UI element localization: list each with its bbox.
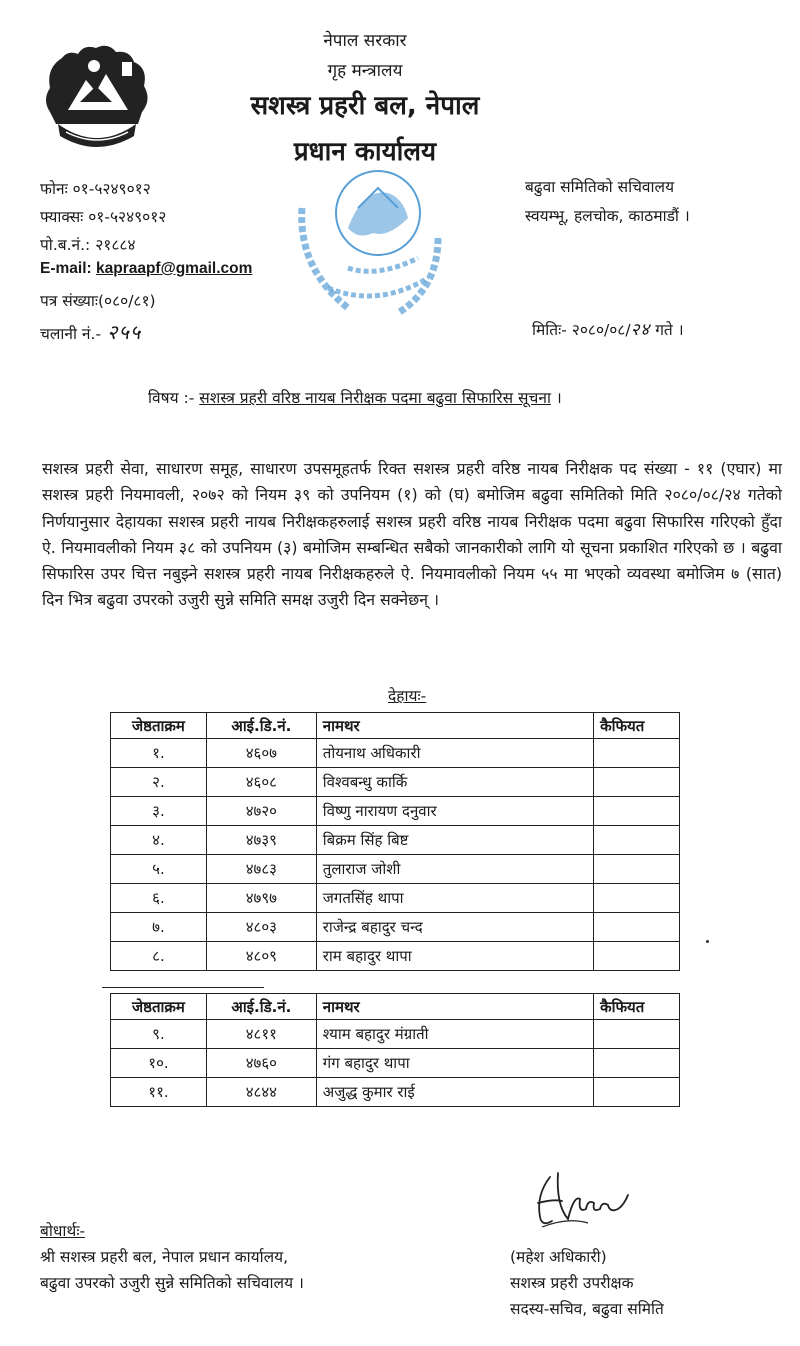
table-row — [111, 768, 680, 797]
col-header-seniority: जेष्ठताक्रम — [111, 994, 207, 1020]
secretariat-name: बढुवा समितिको सचिवालय — [525, 178, 675, 196]
id-cell: ४८४४ — [206, 1078, 316, 1107]
date-suffix: गते । — [650, 321, 684, 339]
header-government: नेपाल सरकार — [323, 31, 407, 51]
handwritten-signature — [528, 1165, 638, 1237]
id-cell: ४६०८ — [206, 768, 316, 797]
table-row — [111, 942, 680, 971]
email-link[interactable]: kapraapf@gmail.com — [95, 260, 253, 277]
subject-label: विषय :- — [148, 389, 200, 407]
seniority-cell: १०. — [111, 1049, 207, 1078]
col-header-seniority: जेष्ठताक्रम — [111, 713, 207, 739]
subject-line — [148, 386, 562, 408]
id-cell: ४८११ — [206, 1020, 316, 1049]
col-header-remarks: कैफियत — [594, 994, 680, 1020]
header-office: प्रधान कार्यालय — [293, 137, 437, 167]
seniority-cell: ५. — [111, 855, 207, 884]
signatory-block — [510, 1244, 664, 1322]
remark-cell — [594, 1078, 680, 1107]
seniority-cell: १. — [111, 739, 207, 768]
table-header-row — [111, 994, 680, 1020]
name-cell: विष्णु नारायण दनुवार — [316, 797, 593, 826]
scan-speck — [706, 940, 709, 943]
notice-body: सशस्त्र प्रहरी सेवा, साधारण समूह, साधारण उपसमूहतर्फ रिक्त सशस्त्र प्रहरी वरिष्ठ नायब निरीक्षक पद संख्या - ११ (एघार) मा सशस्त्र प्रहरी नियमावली, २०७२ को नियम ३९ को उपनियम (१) को (घ) बमोजिम बढुवा समितिको मिति २०८०/०८/२४ गतेको निर्णयानुसार देहायका सशस्त्र प्रहरी नायब निरीक्षकहरुलाई सशस्त्र प्रहरी वरिष्ठ नायब निरीक्षक पदमा बढुवा सिफारिस गरिएको हुँदा ऐ. नियमावलीको नियम ३८ को उपनियम (३) बमोजिम सम्बन्धित सबैको जानकारीको लागि यो सूचना प्रकाशित गरिएको छ । बढुवा सिफारिस उपर चित्त नबुझ्ने सशस्त्र प्रहरी नायब निरीक्षकहरुले ऐ. नियमावलीको नियम ५५ मा भएको व्यवस्था बमोजिम ७ (सात) दिन भित्र बढुवा उपरको उजुरी सुन्ने समिति समक्ष उजुरी दिन सक्नेछन् । — [42, 459, 782, 610]
table-row — [111, 1020, 680, 1049]
name-cell: श्याम बहादुर मंग्राती — [316, 1020, 593, 1049]
header-ministry: गृह मन्त्रालय — [327, 61, 403, 81]
phone-number: फोनः ०१-५२४९०१२ — [40, 180, 151, 198]
remark-cell — [594, 1020, 680, 1049]
id-cell: ४६०७ — [206, 739, 316, 768]
table-divider — [102, 987, 264, 988]
name-cell: तोयनाथ अधिकारी — [316, 739, 593, 768]
table-row — [111, 1049, 680, 1078]
seniority-cell: ६. — [111, 884, 207, 913]
table-caption — [388, 684, 426, 706]
date-day: २४ — [630, 320, 651, 340]
table-row — [111, 884, 680, 913]
signatory-name: (महेश अधिकारी) — [510, 1248, 607, 1266]
subject-end: । — [551, 389, 562, 407]
dispatch-value: २५५ — [107, 320, 142, 344]
date-label: मितिः- २०८०/०८/ — [532, 321, 631, 339]
promotion-table-1 — [110, 712, 680, 971]
table-row — [111, 739, 680, 768]
remark-cell — [594, 797, 680, 826]
name-cell: अजुद्ध कुमार राई — [316, 1078, 593, 1107]
po-box: पो.ब.नं.: २१८८४ — [40, 236, 136, 254]
id-cell: ४७६० — [206, 1049, 316, 1078]
table-row — [111, 855, 680, 884]
nepal-emblem-icon — [38, 40, 156, 152]
table-row — [111, 797, 680, 826]
table-row — [111, 913, 680, 942]
email-line — [40, 260, 252, 278]
table-row — [111, 1078, 680, 1107]
id-cell: ४७३९ — [206, 826, 316, 855]
table-row — [111, 826, 680, 855]
col-header-id: आई.डि.नं. — [206, 713, 316, 739]
remark-cell — [594, 855, 680, 884]
col-header-remarks: कैफियत — [594, 713, 680, 739]
name-cell: जगतसिंह थापा — [316, 884, 593, 913]
seniority-cell: ७. — [111, 913, 207, 942]
cc-label — [40, 1218, 304, 1244]
cc-line-2: बढुवा उपरको उजुरी सुन्ने समितिको सचिवालय । — [40, 1274, 304, 1292]
seniority-cell: ८. — [111, 942, 207, 971]
id-cell: ४७९७ — [206, 884, 316, 913]
name-cell: राम बहादुर थापा — [316, 942, 593, 971]
name-cell: विश्वबन्धु कार्कि — [316, 768, 593, 797]
id-cell: ४७८३ — [206, 855, 316, 884]
id-cell: ४७२० — [206, 797, 316, 826]
email-label: E-mail: — [40, 260, 96, 277]
col-header-id: आई.डि.नं. — [206, 994, 316, 1020]
remark-cell — [594, 739, 680, 768]
seniority-cell: ४. — [111, 826, 207, 855]
cc-block — [40, 1218, 304, 1296]
name-cell: राजेन्द्र बहादुर चन्द — [316, 913, 593, 942]
seniority-cell: ११. — [111, 1078, 207, 1107]
remark-cell — [594, 1049, 680, 1078]
promotion-table-2 — [110, 993, 680, 1107]
remark-cell — [594, 913, 680, 942]
dispatch-number — [40, 318, 141, 345]
remark-cell — [594, 768, 680, 797]
seniority-cell: ३. — [111, 797, 207, 826]
remark-cell — [594, 826, 680, 855]
id-cell: ४८०९ — [206, 942, 316, 971]
name-cell: तुलाराज जोशी — [316, 855, 593, 884]
name-cell: बिक्रम सिंह बिष्ट — [316, 826, 593, 855]
remark-cell — [594, 942, 680, 971]
cc-line-1: श्री सशस्त्र प्रहरी बल, नेपाल प्रधान कार्यालय, — [40, 1248, 289, 1266]
col-header-name: नामथर — [316, 994, 593, 1020]
table-caption-text: देहायः- — [388, 687, 427, 705]
subject-text: सशस्त्र प्रहरी वरिष्ठ नायब निरीक्षक पदमा बढुवा सिफारिस सूचना — [199, 389, 551, 407]
dispatch-label: चलानी नं.- — [40, 325, 102, 343]
table-header-row — [111, 713, 680, 739]
fax-number: फ्याक्सः ०१-५२४९०१२ — [40, 208, 167, 226]
col-header-name: नामथर — [316, 713, 593, 739]
issue-date — [532, 317, 684, 340]
cc-label-text: बोधार्थः- — [40, 1222, 86, 1240]
letter-number: पत्र संख्याः(०८०/८१) — [40, 292, 156, 310]
office-address: स्वयम्भू, हलचोक, काठमाडौं । — [525, 207, 690, 225]
remark-cell — [594, 884, 680, 913]
seniority-cell: ९. — [111, 1020, 207, 1049]
office-seal-stamp — [288, 158, 464, 328]
signatory-rank: सशस्त्र प्रहरी उपरीक्षक — [510, 1274, 634, 1292]
header-organization: सशस्त्र प्रहरी बल, नेपाल — [250, 91, 480, 121]
signatory-role: सदस्य-सचिव, बढुवा समिति — [510, 1300, 664, 1318]
id-cell: ४८०३ — [206, 913, 316, 942]
name-cell: गंग बहादुर थापा — [316, 1049, 593, 1078]
seniority-cell: २. — [111, 768, 207, 797]
